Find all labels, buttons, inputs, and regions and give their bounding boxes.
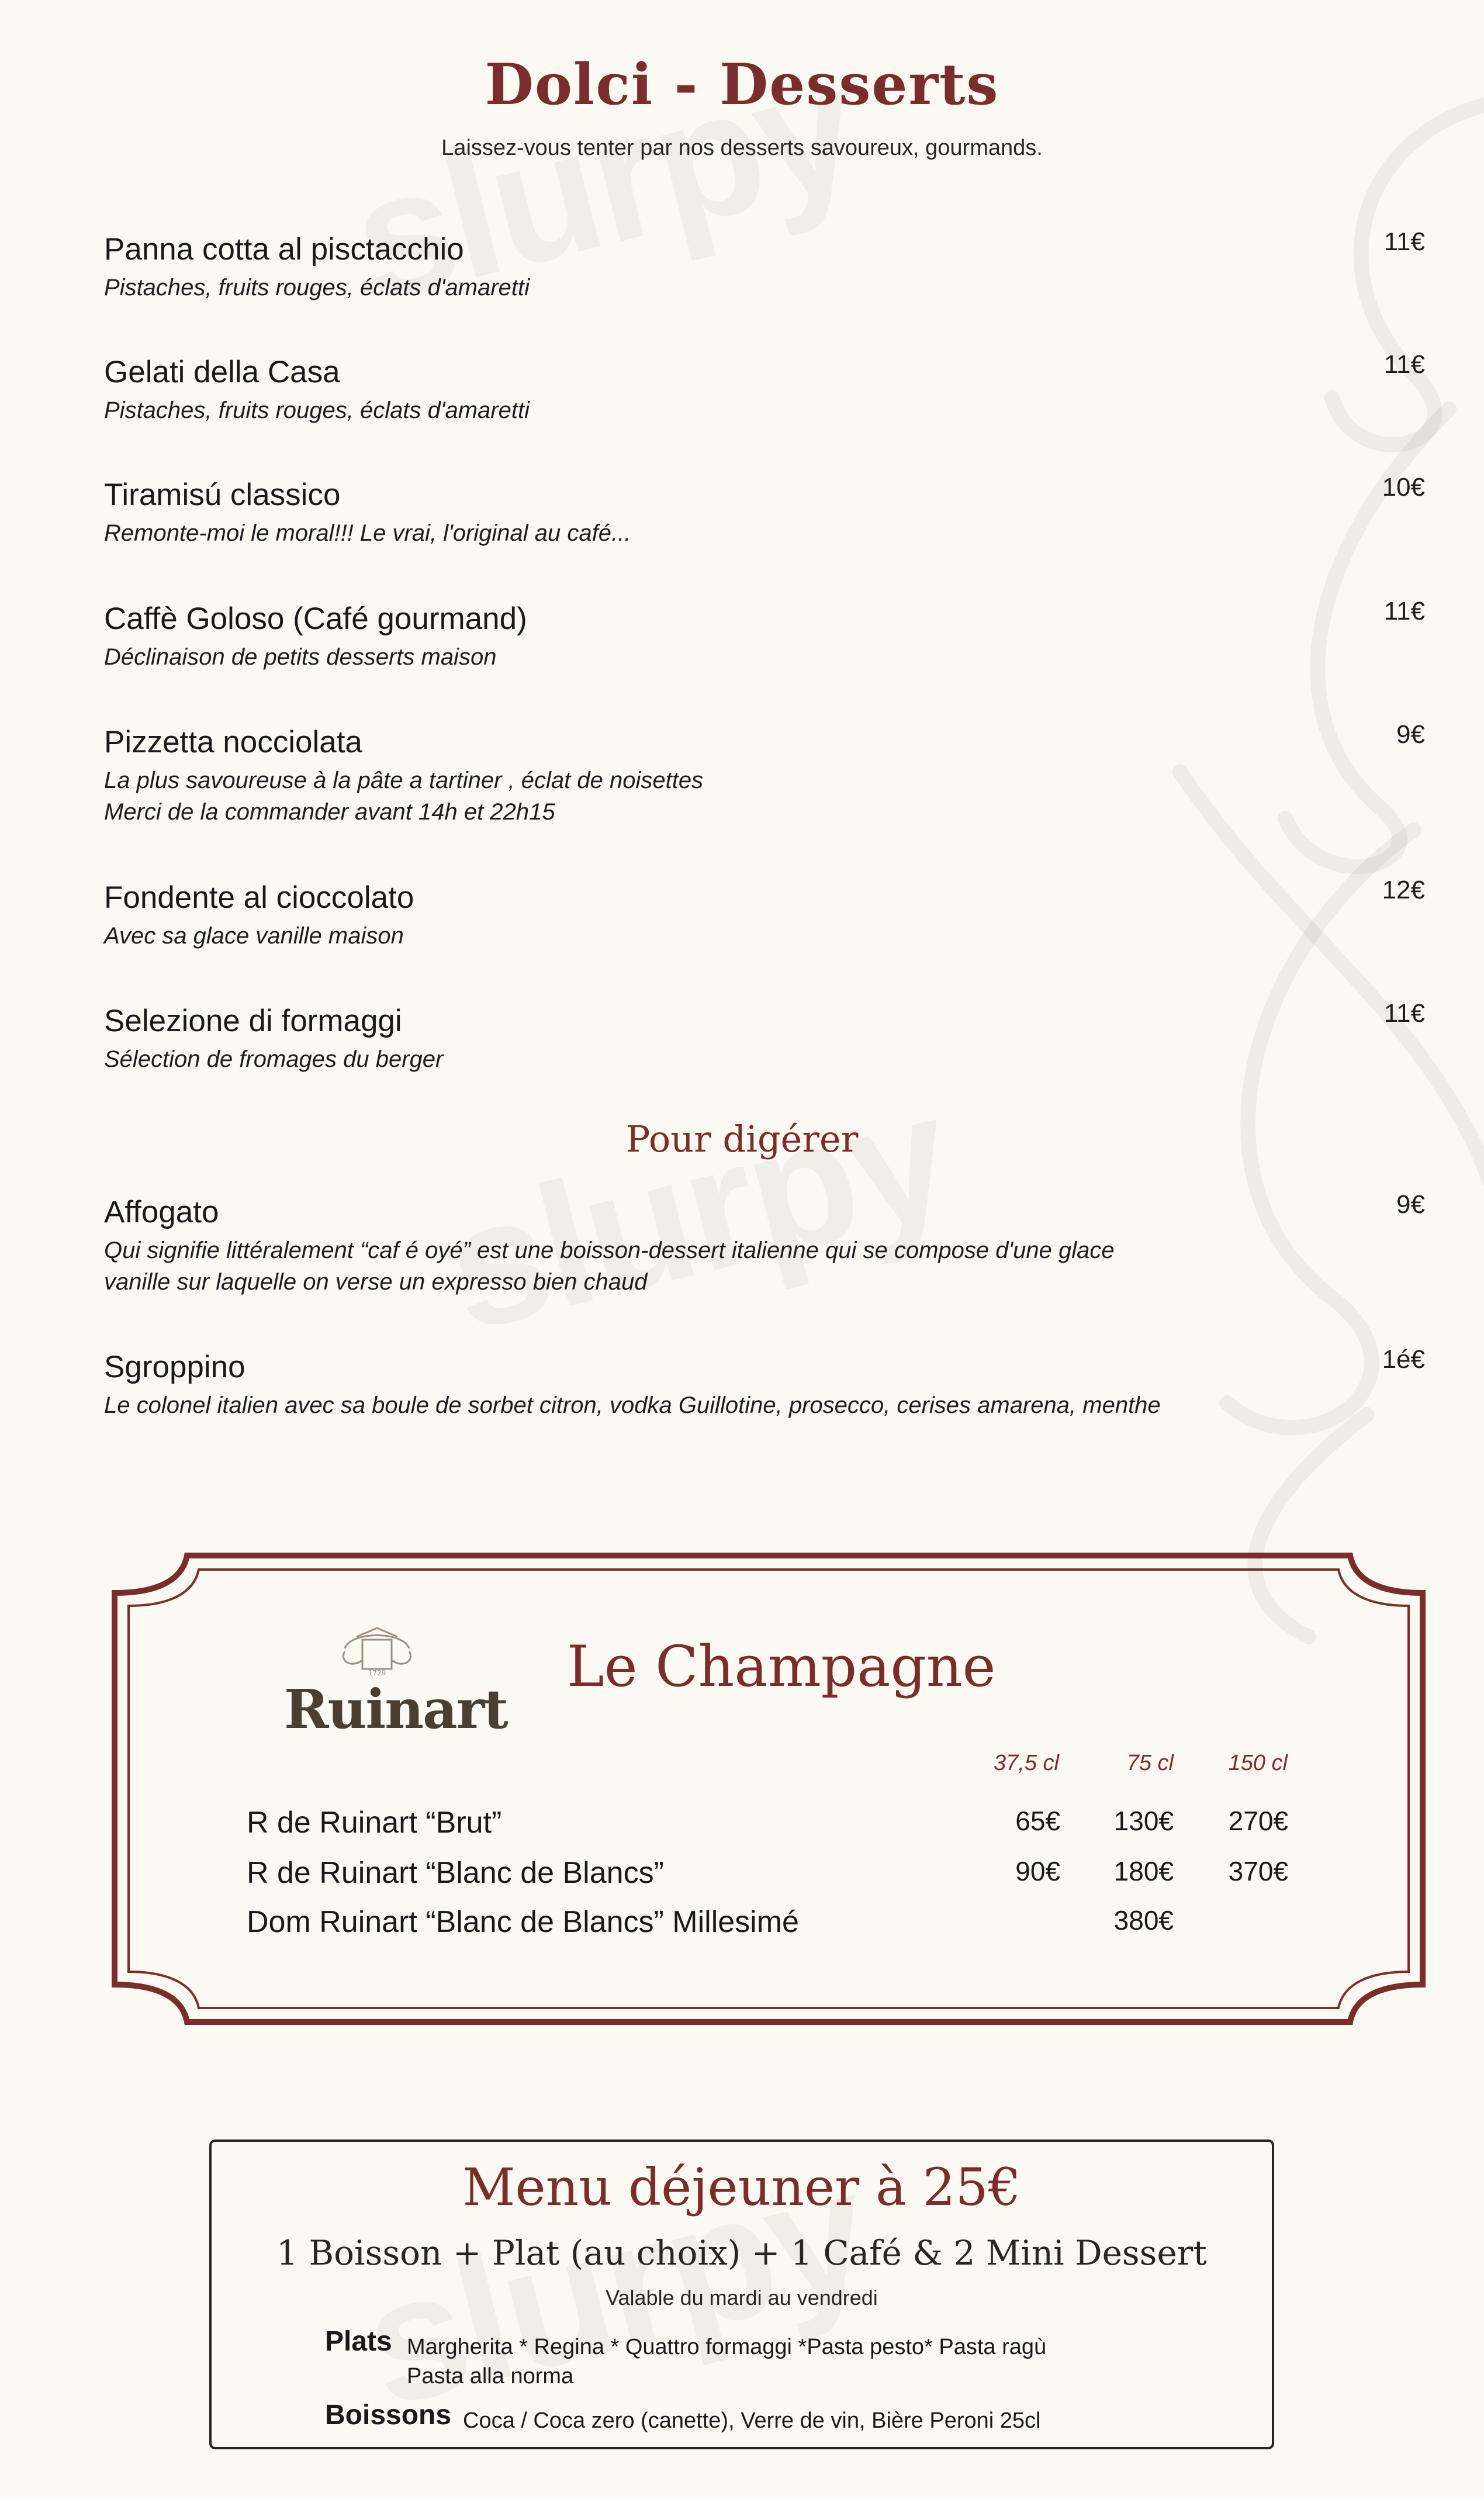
champagne-name: R de Ruinart “Brut”	[247, 1806, 502, 1840]
item-price: 12€	[1382, 876, 1425, 904]
item-price: 11€	[1383, 999, 1425, 1028]
menu-item	[104, 876, 1425, 952]
item-description: Le colonel italien avec sa boule de sorbet citron, vodka Guillotine, prosecco, cerises amarena, menthe	[104, 1392, 1161, 1418]
item-description: Pistaches, fruits rouges, éclats d'amaretti	[104, 274, 530, 300]
item-name: Sgroppino	[104, 1350, 245, 1384]
page-title: Dolci - Desserts	[485, 51, 999, 117]
champagne-frame	[111, 1552, 1426, 2026]
item-price: 11€	[1383, 227, 1425, 256]
item-name: Fondente al cioccolato	[104, 880, 414, 915]
champagne-row	[247, 1905, 1299, 1945]
menu-item	[104, 597, 1425, 673]
page-subtitle: Laissez-vous tenter par nos desserts savoureux, gourmands.	[441, 136, 1043, 160]
column-header: 150 cl	[1228, 1751, 1288, 1775]
item-description: La plus savoureuse à la pâte a tartiner , éclat de noisettes	[104, 767, 704, 793]
item-price: 1é€	[1382, 1345, 1425, 1374]
plats-list: Margherita * Regina * Quattro formaggi *Pasta pesto* Pasta ragù	[407, 2335, 1047, 2359]
item-price: 11€	[1383, 597, 1425, 625]
plats-list: Pasta alla norma	[407, 2364, 574, 2389]
item-name: Selezione di formaggi	[104, 1004, 402, 1038]
item-description: Qui signifie littéralement “caf é oyé” est une boisson-dessert italienne qui se compose d'une glace	[104, 1237, 1115, 1263]
item-name: Pizzetta nocciolata	[104, 725, 362, 759]
crest-year: 1729	[368, 1669, 386, 1677]
menu-item	[104, 999, 1425, 1075]
boissons-label: Boissons	[325, 2400, 452, 2431]
champagne-price: 270€	[1228, 1806, 1288, 1836]
champagne-title: Le Champagne	[567, 1634, 996, 1699]
champagne-price: 65€	[1015, 1806, 1060, 1836]
menu-item	[104, 350, 1425, 426]
menu-item	[104, 1190, 1425, 1298]
item-name: Gelati della Casa	[104, 355, 340, 389]
menu-item	[104, 473, 1425, 549]
lunch-title: Menu déjeuner à 25€	[462, 2157, 1021, 2217]
item-price: 9€	[1396, 1190, 1425, 1219]
item-price: 11€	[1383, 350, 1425, 379]
champagne-price: 370€	[1228, 1856, 1288, 1886]
lunch-subtitle: 1 Boisson + Plat (au choix) + 1 Café & 2 Mini Dessert	[276, 2233, 1207, 2273]
column-header: 37,5 cl	[994, 1751, 1059, 1775]
menu-item	[104, 720, 1425, 828]
item-price: 9€	[1396, 720, 1425, 749]
plats-label: Plats	[325, 2326, 392, 2357]
item-description: Avec sa glace vanille maison	[104, 922, 404, 949]
item-description: vanille sur laquelle on verse un expresso bien chaud	[104, 1268, 648, 1295]
champagne-row	[247, 1855, 1299, 1896]
item-name: Affogato	[104, 1195, 219, 1229]
champagne-row	[247, 1805, 1299, 1846]
champagne-name: R de Ruinart “Blanc de Blancs”	[247, 1856, 664, 1890]
menu-item	[104, 227, 1425, 303]
column-header: 75 cl	[1126, 1751, 1174, 1775]
item-description: Pistaches, fruits rouges, éclats d'amaretti	[104, 397, 530, 423]
champagne-price: 90€	[1015, 1856, 1060, 1886]
item-description: Merci de la commander avant 14h et 22h15	[104, 799, 555, 825]
champagne-name: Dom Ruinart “Blanc de Blancs” Millesimé	[247, 1905, 799, 1939]
item-description: Déclinaison de petits desserts maison	[104, 644, 497, 670]
menu-item	[104, 1345, 1425, 1421]
champagne-price: 380€	[1113, 1905, 1174, 1935]
item-name: Panna cotta al pisctacchio	[104, 232, 464, 267]
lunch-validity: Valable du mardi au vendredi	[606, 2286, 878, 2310]
boissons-list: Coca / Coca zero (canette), Verre de vin, Bière Peroni 25cl	[463, 2408, 1041, 2433]
item-name: Tiramisú classico	[104, 478, 341, 512]
item-description: Remonte-moi le moral!!! Le vrai, l'original au café...	[104, 520, 631, 546]
item-name: Caffè Goloso (Café gourmand)	[104, 602, 527, 636]
ruinart-logo-text: Ruinart	[284, 1678, 507, 1741]
item-price: 10€	[1382, 473, 1425, 502]
section-heading: Pour digérer	[625, 1118, 859, 1160]
champagne-price: 180€	[1113, 1856, 1174, 1886]
champagne-price: 130€	[1113, 1806, 1174, 1836]
item-description: Sélection de fromages du berger	[104, 1046, 444, 1072]
